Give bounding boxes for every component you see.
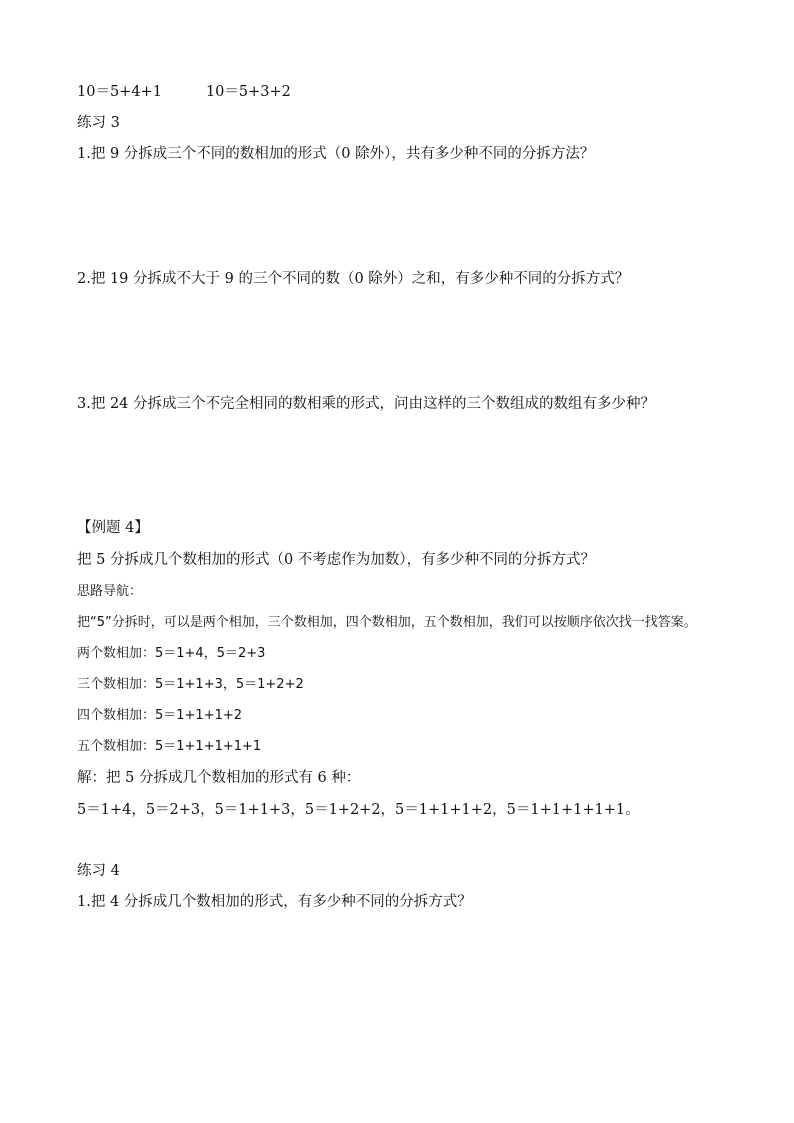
- exercise3-question-1: 1.把 9 分拆成三个不同的数相加的形式（0 除外），共有多少种不同的分拆方法？: [77, 146, 595, 162]
- guide-label: 思路导航：: [77, 584, 143, 599]
- two-numbers-line: 两个数相加：5＝1+4，5＝2+3: [77, 646, 266, 661]
- equation-1: 10＝5+4+1: [77, 84, 162, 100]
- exercise3-question-2: 2.把 19 分拆成不大于 9 的三个不同的数（0 除外）之和，有多少种不同的分拆方式？: [77, 271, 630, 287]
- solution-list: 5＝1+4，5＝2+3，5＝1+1+3，5＝1+2+2，5＝1+1+1+2，5＝1+1+1+1+1。: [77, 802, 640, 818]
- solution-line: 解：把 5 分拆成几个数相加的形式有 6 种：: [77, 770, 361, 786]
- exercise3-heading: 练习 3: [77, 115, 120, 131]
- equation-2: 10＝5+3+2: [205, 84, 291, 100]
- three-numbers-line: 三个数相加：5＝1+1+3，5＝1+2+2: [77, 677, 304, 692]
- guide-text: 把“5”分拆时，可以是两个相加，三个数相加，四个数相加，五个数相加，我们可以按顺序依次找一找答案。: [77, 615, 697, 630]
- exercise4-heading: 练习 4: [77, 863, 120, 879]
- five-numbers-line: 五个数相加：5＝1+1+1+1+1: [77, 739, 262, 754]
- exercise3-question-3: 3.把 24 分拆成三个不完全相同的数相乘的形式，问由这样的三个数组成的数组有多少种？: [77, 396, 655, 412]
- four-numbers-line: 四个数相加：5＝1+1+1+2: [77, 708, 243, 723]
- exercise4-question-1: 1.把 4 分拆成几个数相加的形式，有多少种不同的分拆方式？: [77, 894, 472, 910]
- top-equations: [77, 85, 291, 100]
- example4-heading: 【例题 4】: [77, 520, 149, 536]
- example4-question: 把 5 分拆成几个数相加的形式（0 不考虑作为加数），有多少种不同的分拆方式？: [77, 552, 596, 568]
